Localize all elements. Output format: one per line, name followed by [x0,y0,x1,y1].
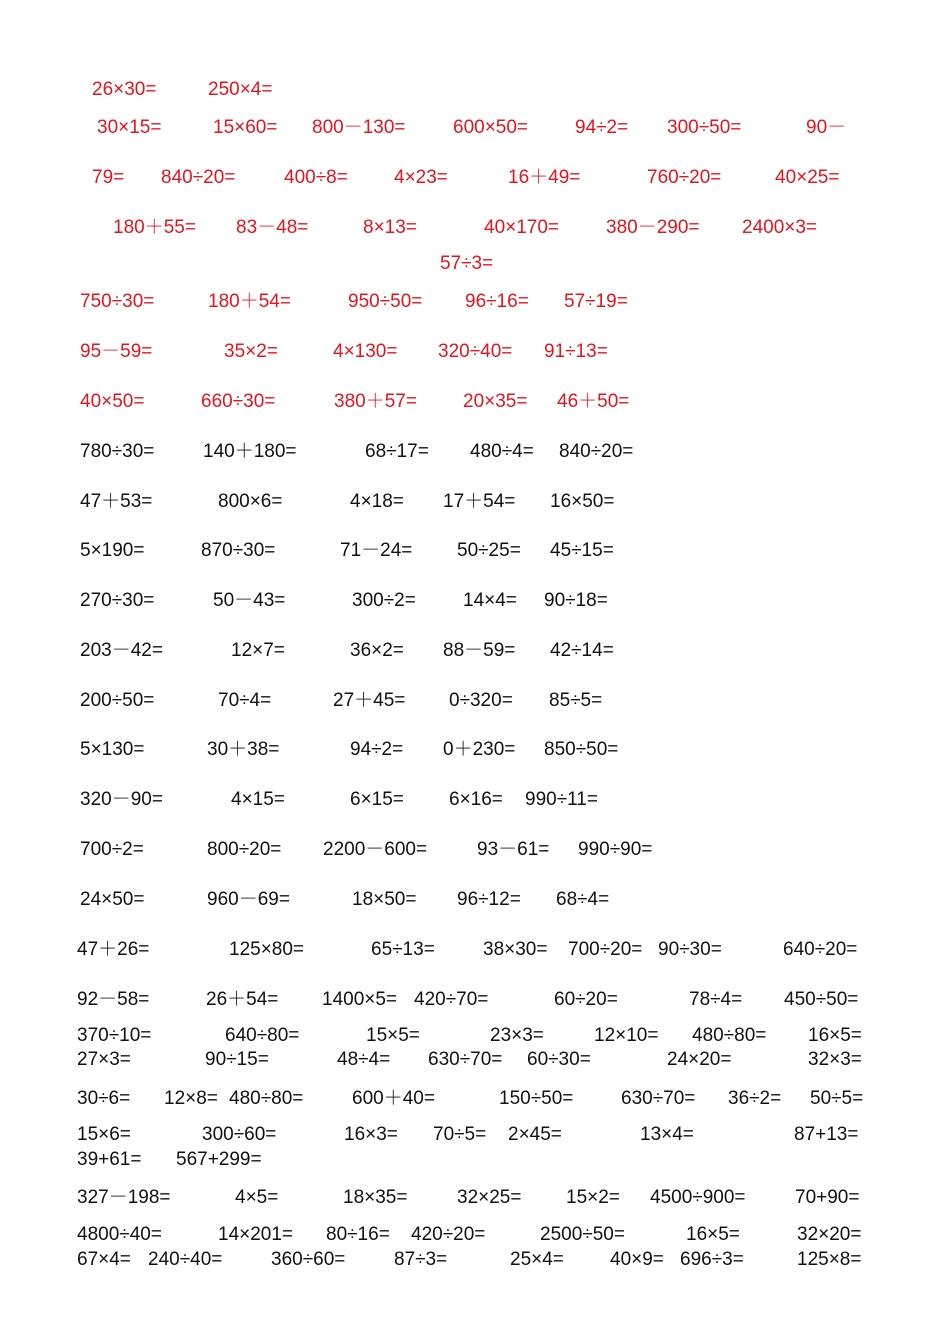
math-problem: 480÷4= [470,441,534,462]
math-problem: 4×5= [235,1187,279,1208]
math-problem: 18×35= [343,1187,408,1208]
math-problem: 87÷3= [394,1249,448,1270]
math-problem: 630÷70= [428,1049,503,1070]
math-problem: 950÷50= [348,291,423,312]
math-problem: 16×3= [344,1124,398,1145]
math-problem: 2500÷50= [540,1224,625,1245]
math-problem: 78÷4= [689,989,743,1010]
math-problem: 640÷80= [225,1025,300,1046]
math-problem: 60÷20= [554,989,618,1010]
math-problem: 750÷30= [80,291,155,312]
math-problem: 420÷20= [411,1224,486,1245]
math-problem: 24×20= [667,1049,732,1070]
math-problem: 327－198= [77,1187,171,1208]
math-problem: 270÷30= [80,590,155,611]
math-problem: 250×4= [208,79,273,100]
math-problem: 480÷80= [692,1025,767,1046]
math-problem: 32×25= [457,1187,522,1208]
math-problem: 95－59= [80,341,153,362]
math-problem: 50－43= [213,590,286,611]
problem-row [0,1247,950,1273]
math-problem: 18×50= [352,889,417,910]
math-problem: 800－130= [312,117,406,138]
math-problem: 960－69= [207,889,290,910]
math-problem: 990÷11= [525,789,598,810]
math-problem: 1400×5= [322,989,398,1010]
math-problem: 83－48= [236,217,309,238]
math-problem: 47＋53= [80,491,153,512]
math-problem: 640÷20= [783,939,858,960]
problem-row [0,638,950,664]
math-problem: 15×5= [366,1025,420,1046]
math-problem: 16×5= [686,1224,740,1245]
math-problem: 150÷50= [499,1088,574,1109]
math-problem: 36×2= [350,640,404,661]
math-problem: 20×35= [463,391,528,412]
problem-row [0,588,950,614]
math-problem: 6×16= [449,789,503,810]
math-problem: 45÷15= [550,540,614,561]
math-problem: 2×45= [508,1124,562,1145]
math-problem: 5×190= [80,540,145,561]
math-problem: 8×13= [363,217,417,238]
math-problem: 92－58= [77,989,150,1010]
math-problem: 300÷50= [667,117,742,138]
math-problem: 567+299= [176,1149,262,1170]
math-problem: 88－59= [443,640,516,661]
math-problem: 15×6= [77,1124,131,1145]
math-problem: 0＋230= [443,739,516,760]
math-problem: 840÷20= [161,167,236,188]
math-problem: 80÷16= [326,1224,390,1245]
math-problem: 320÷40= [438,341,513,362]
math-problem: 760÷20= [647,167,722,188]
math-problem: 17＋54= [443,491,516,512]
math-problem: 30÷6= [77,1088,131,1109]
math-problem: 200÷50= [80,690,155,711]
problem-row [0,215,950,241]
math-problem: 700÷20= [568,939,643,960]
problem-row [0,251,950,277]
problem-row [0,737,950,763]
math-problem: 40×170= [484,217,560,238]
math-problem: 35×2= [224,341,278,362]
math-problem: 90÷18= [544,590,608,611]
problem-row [0,439,950,465]
math-problem: 850÷50= [544,739,619,760]
math-problem: 38×30= [483,939,548,960]
math-problem: 87+13= [794,1124,859,1145]
problem-row [0,787,950,813]
math-problem: 13×4= [640,1124,694,1145]
math-problem: 320－90= [80,789,163,810]
math-problem: 26×30= [92,79,157,100]
math-problem: 2200－600= [323,839,428,860]
math-problem: 70+90= [795,1187,860,1208]
math-problem: 30＋38= [207,739,280,760]
math-problem: 70÷4= [218,690,272,711]
problem-row [0,389,950,415]
math-problem: 370÷10= [77,1025,152,1046]
math-problem: 25×4= [510,1249,564,1270]
math-problem: 79= [92,167,125,188]
problem-row [0,489,950,515]
problem-row [0,339,950,365]
math-problem: 42÷14= [550,640,614,661]
math-problem: 27＋45= [333,690,406,711]
math-problem: 94÷2= [350,739,404,760]
math-problem: 840÷20= [559,441,634,462]
math-problem: 68÷4= [556,889,610,910]
math-problem: 420÷70= [414,989,489,1010]
math-problem: 96÷12= [457,889,521,910]
problem-row [0,115,950,141]
math-problem: 57÷19= [564,291,628,312]
math-problem: 46＋50= [557,391,630,412]
math-problem: 16×50= [550,491,615,512]
math-problem: 96÷16= [465,291,529,312]
math-problem: 90÷30= [658,939,722,960]
math-problem: 660÷30= [201,391,276,412]
math-problem: 40×25= [775,167,840,188]
problem-row [0,1023,950,1049]
math-problem: 450÷50= [784,989,859,1010]
math-problem: 70÷5= [433,1124,487,1145]
math-problem: 400÷8= [284,167,348,188]
problem-row [0,1086,950,1112]
math-problem: 12×8= [164,1088,218,1109]
math-problem: 360÷60= [271,1249,346,1270]
math-problem: 4×23= [394,167,448,188]
problem-row [0,1222,950,1248]
math-problem: 800÷20= [207,839,282,860]
math-problem: 39+61= [77,1149,142,1170]
math-problem: 4×15= [231,789,285,810]
math-problem: 140＋180= [203,441,297,462]
math-problem: 800×6= [218,491,283,512]
math-problem: 600＋40= [352,1088,435,1109]
math-problem: 32×20= [797,1224,862,1245]
math-problem: 60÷30= [527,1049,591,1070]
math-problem: 5×130= [80,739,145,760]
problem-row [0,1047,950,1073]
math-problem: 24×50= [80,889,145,910]
math-problem: 4×18= [350,491,404,512]
math-problem: 380－290= [606,217,700,238]
problem-row [0,77,950,103]
math-problem: 125×8= [797,1249,862,1270]
math-problem: 40×9= [610,1249,664,1270]
math-problem: 240÷40= [148,1249,223,1270]
problem-row [0,1185,950,1211]
math-problem: 780÷30= [80,441,155,462]
math-problem: 90÷15= [205,1049,269,1070]
math-problem: 85÷5= [549,690,603,711]
math-problem: 26＋54= [206,989,279,1010]
math-problem: 380＋57= [334,391,417,412]
math-problem: 12×10= [594,1025,659,1046]
math-problem: 0÷320= [449,690,513,711]
problem-row [0,688,950,714]
problem-row [0,1122,950,1148]
math-problem: 15×2= [566,1187,620,1208]
math-problem: 180＋55= [113,217,196,238]
math-problem: 30×15= [97,117,162,138]
math-problem: 32×3= [808,1049,862,1070]
math-problem: 71－24= [340,540,413,561]
math-problem: 40×50= [80,391,145,412]
math-problem: 696÷3= [680,1249,744,1270]
math-problem: 4×130= [333,341,398,362]
math-problem: 47＋26= [77,939,150,960]
math-problem: 91÷13= [544,341,608,362]
math-problem: 14×4= [463,590,517,611]
math-problem: 57÷3= [440,253,494,274]
math-problem: 700÷2= [80,839,144,860]
math-problem: 16×5= [808,1025,862,1046]
problem-row [0,538,950,564]
math-problem: 14×201= [218,1224,294,1245]
problem-row [0,1147,950,1173]
math-problem: 94÷2= [575,117,629,138]
math-problem: 6×15= [350,789,404,810]
math-problem: 36÷2= [728,1088,782,1109]
math-problem: 65÷13= [371,939,435,960]
math-problem: 990÷90= [578,839,653,860]
math-problem: 125×80= [229,939,305,960]
problem-row [0,837,950,863]
math-problem: 180＋54= [208,291,291,312]
problem-row [0,987,950,1013]
math-problem: 68÷17= [365,441,429,462]
math-problem: 15×60= [213,117,278,138]
math-problem: 16＋49= [508,167,581,188]
math-problem: 50÷5= [810,1088,864,1109]
math-problem: 300÷60= [202,1124,277,1145]
math-problem: 27×3= [77,1049,131,1070]
math-problem: 50÷25= [457,540,521,561]
math-problem: 93－61= [477,839,550,860]
math-problem: 630÷70= [621,1088,696,1109]
problem-row [0,165,950,191]
math-problem: 12×7= [231,640,285,661]
problem-row [0,289,950,315]
math-problem: 300÷2= [352,590,416,611]
math-problem: 67×4= [77,1249,131,1270]
problem-row [0,937,950,963]
math-problem: 90－ [806,117,847,138]
math-problem: 48÷4= [337,1049,391,1070]
math-problem: 23×3= [490,1025,544,1046]
math-problem: 480÷80= [229,1088,304,1109]
math-problem: 600×50= [453,117,529,138]
math-problem: 203－42= [80,640,163,661]
math-problem: 870÷30= [201,540,276,561]
math-problem: 4500÷900= [650,1187,746,1208]
math-problem: 4800÷40= [77,1224,162,1245]
problem-row [0,887,950,913]
math-problem: 2400×3= [742,217,818,238]
